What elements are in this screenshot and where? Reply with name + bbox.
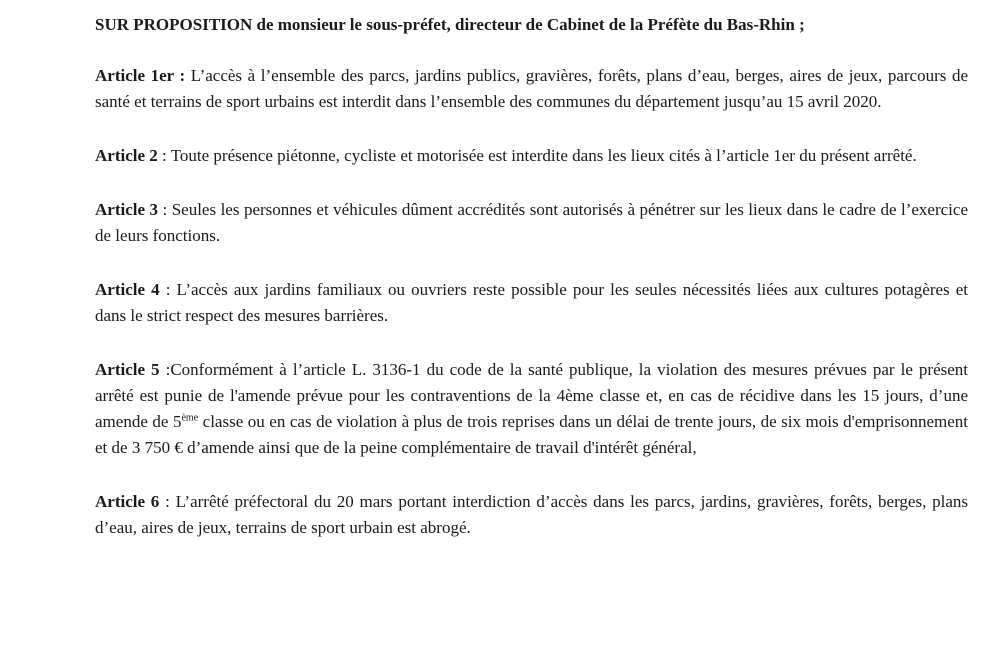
article-3-text: : Seules les personnes et véhicules dûment accrédités sont autorisés à pénétrer sur les lieux dans le cadre de l’exercice de leurs fonctions. [95,200,968,245]
article-4 [95,277,968,329]
document-page [95,12,968,569]
article-4-label: Article 4 [95,280,160,299]
article-3-label: Article 3 [95,200,159,219]
article-6-label: Article 6 [95,492,160,511]
article-3 [95,197,968,249]
article-5 [95,357,968,461]
article-5-text-part-1: :Conformément à l’article L. 3136-1 du code de la santé publique, la violation des mesures prévues par le présent arrêté est punie de l'amende prévue pour les contraventions de la 4ème classe et, en cas de récidive dans les 15 jours, d’une amende de 5 [95,360,969,431]
intro-paragraph: SUR PROPOSITION de monsieur le sous-préfet, directeur de Cabinet de la Préfète du Bas-Rhin ; [95,15,805,34]
article-1 [95,63,968,115]
article-5-superscript: ème [181,412,199,424]
article-2-text: : Toute présence piétonne, cycliste et motorisée est interdite dans les lieux cités à l’article 1er du présent arrêté. [157,146,917,165]
article-5-label: Article 5 [95,360,160,379]
article-5-text-part-2: classe ou en cas de violation à plus de trois reprises dans un délai de trente jours, de six mois d'emprisonnement et de 3 750 € d’amende ainsi que de la peine complémentaire de travail d'intérêt général, [95,412,969,457]
article-4-text: : L’accès aux jardins familiaux ou ouvriers reste possible pour les seules nécessités liées aux cultures potagères et dans le strict respect des mesures barrières. [95,280,968,325]
article-6-text: : L’arrêté préfectoral du 20 mars portant interdiction d’accès dans les parcs, jardins, gravières, forêts, berges, plans d’eau, aires de jeux, terrains de sport urbain est abrogé. [95,492,968,537]
article-2-label: Article 2 [95,146,158,165]
article-2 [95,143,968,169]
article-1-label: Article 1er : [95,66,186,85]
article-1-text: L’accès à l’ensemble des parcs, jardins publics, gravières, forêts, plans d’eau, berges, aires de jeux, parcours de santé et terrains de sport urbains est interdit dans l’ensemble des communes du département jusqu’au 15 avril 2020. [95,66,968,111]
article-6 [95,489,968,541]
